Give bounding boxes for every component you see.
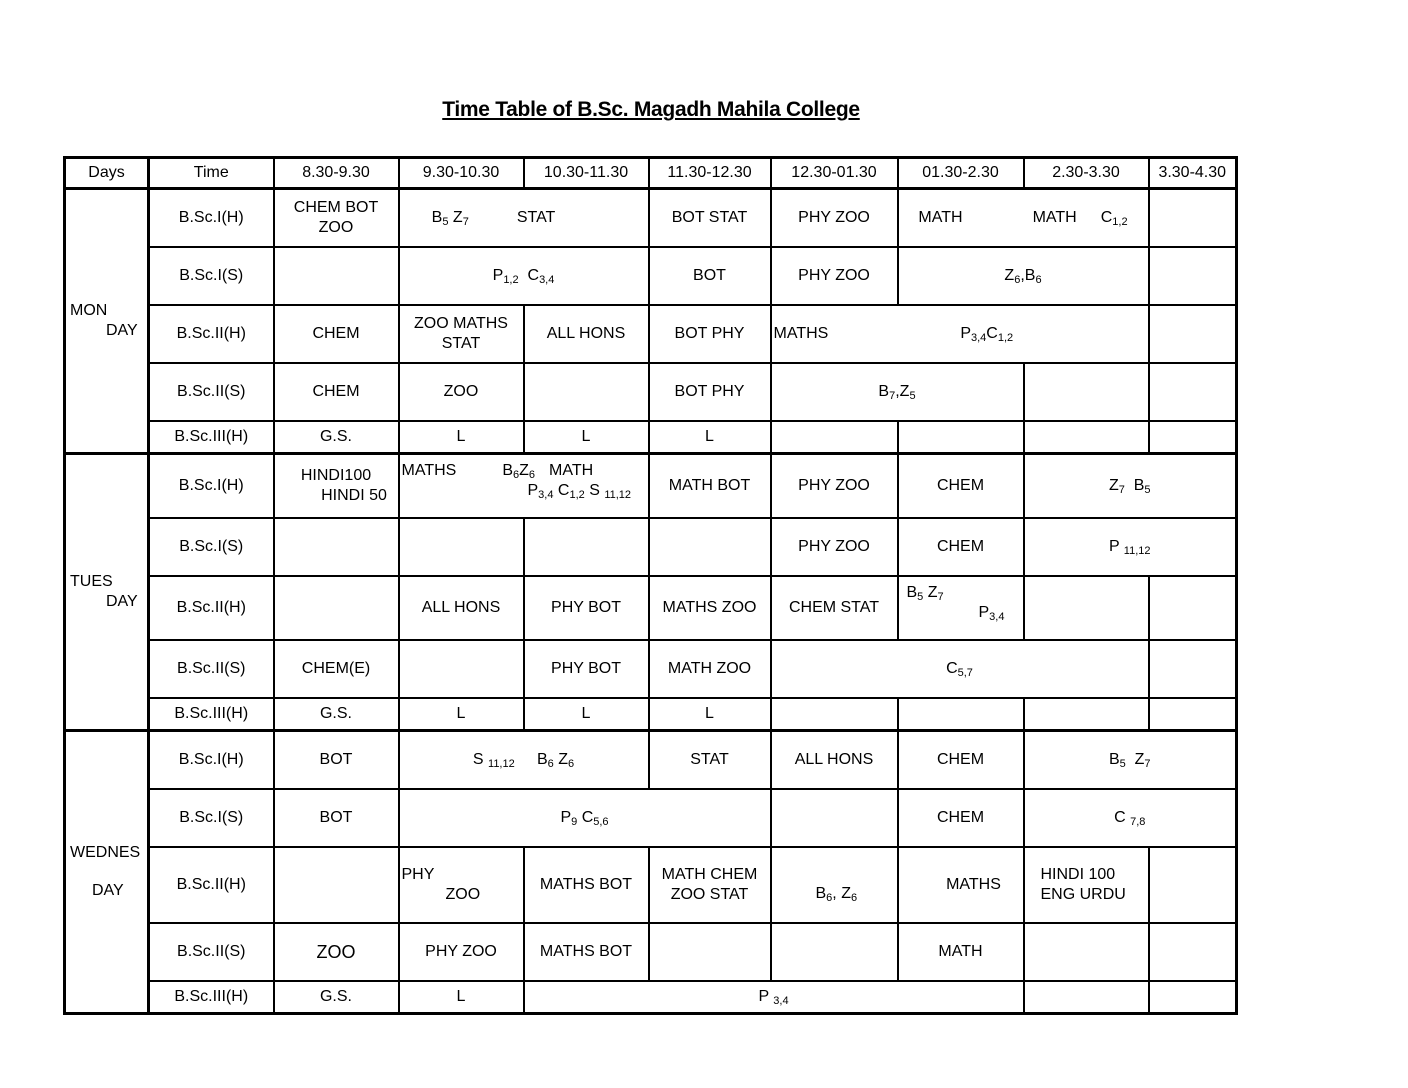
class-label: B.Sc.II(S) [149, 363, 274, 421]
timetable-cell: ALL HONS [771, 731, 898, 790]
class-label: B.Sc.III(H) [149, 981, 274, 1014]
cell-text: S $_{11,12}$ $B_6$ $Z_6$ [472, 751, 575, 770]
timetable-cell [1024, 576, 1149, 640]
timetable-cell: PHY ZOO [771, 518, 898, 576]
timetable-cell [1149, 981, 1237, 1014]
cell-text: ZOO [318, 219, 354, 236]
timetable-cell [1149, 247, 1237, 305]
time-header: Time [149, 158, 274, 189]
timetable-cell [898, 421, 1024, 454]
cell-text: C $_{7,8}$ [1114, 809, 1146, 828]
timetable-cell: L [649, 421, 771, 454]
timetable-cell: MATH BOT [649, 454, 771, 519]
timetable-cell: CHEM [898, 731, 1024, 790]
cell-text: MATHS [401, 462, 457, 479]
cell-text: ZOO [445, 886, 481, 903]
cell-text: $Z_6,B_6$ [1004, 267, 1042, 286]
timetable-cell [771, 789, 898, 847]
timetable-cell: ZOO [274, 923, 399, 981]
class-label: B.Sc.II(S) [149, 923, 274, 981]
timetable-cell [1024, 454, 1237, 519]
timetable-cell: CHEM STAT [771, 576, 898, 640]
timetable-cell: L [524, 421, 649, 454]
timetable-cell: BOT STAT [649, 189, 771, 248]
timetable-cell [1149, 421, 1237, 454]
timetable-cell [1024, 518, 1237, 576]
cell-text: $B_6$, $Z_6$ [815, 885, 858, 904]
timetable-cell: MATHS [898, 847, 1024, 923]
timetable-cell: CHEM [898, 518, 1024, 576]
timetable-cell [1149, 698, 1237, 731]
timetable [63, 156, 1238, 1015]
timetable-cell: MATH ZOO [649, 640, 771, 698]
timetable-cell [771, 847, 898, 923]
timetable-cell [274, 247, 399, 305]
class-label: B.Sc.I(S) [149, 247, 274, 305]
table-row [65, 640, 1237, 698]
timetable-cell [1024, 789, 1237, 847]
timetable-cell [771, 923, 898, 981]
timetable-cell [649, 518, 771, 576]
timetable-cell [274, 576, 399, 640]
timetable-cell [649, 847, 771, 923]
day-line: DAY [92, 882, 124, 899]
table-row [65, 363, 1237, 421]
timetable-cell: ZOO [399, 363, 524, 421]
timetable-cell [1024, 923, 1149, 981]
days-header: Days [65, 158, 149, 189]
cell-text: P $_{11,12}$ [1108, 538, 1151, 557]
day-line: WEDNES [70, 844, 141, 861]
class-label: B.Sc.II(H) [149, 847, 274, 923]
timetable-cell [771, 305, 1149, 363]
cell-text: HINDI 100 [1040, 866, 1116, 883]
timetable-cell [399, 731, 649, 790]
slot-header: 9.30-10.30 [399, 158, 524, 189]
timetable-cell [399, 454, 649, 519]
cell-text: $P_{3,4}C_{1,2}$ [960, 325, 1014, 344]
cell-text: MATH CHEM [661, 866, 758, 883]
timetable-cell: CHEM(E) [274, 640, 399, 698]
timetable-cell: G.S. [274, 421, 399, 454]
cell-text: MATH [1032, 209, 1077, 226]
cell-text: $P_{3,4}$ [978, 604, 1005, 623]
timetable-cell: PHY BOT [524, 576, 649, 640]
timetable-cell [524, 981, 1024, 1014]
class-label: B.Sc.I(S) [149, 789, 274, 847]
class-label: B.Sc.III(H) [149, 698, 274, 731]
cell-text: $Z_7$ $B_5$ [1108, 477, 1151, 496]
timetable-cell [771, 698, 898, 731]
timetable-cell [399, 189, 649, 248]
table-row [65, 454, 1237, 519]
class-label: B.Sc.I(H) [149, 189, 274, 248]
timetable-cell: L [649, 698, 771, 731]
timetable-cell: L [524, 698, 649, 731]
cell-text: ENG URDU [1040, 886, 1126, 903]
timetable-cell: MATHS BOT [524, 847, 649, 923]
table-row [65, 518, 1237, 576]
timetable-cell: MATHS ZOO [649, 576, 771, 640]
slot-header: 8.30-9.30 [274, 158, 399, 189]
cell-text: $C_{1,2}$ [1100, 209, 1128, 228]
timetable-cell [399, 789, 771, 847]
timetable-cell: BOT [274, 789, 399, 847]
timetable-cell [1024, 363, 1149, 421]
table-row [65, 981, 1237, 1014]
day-label-wednesday [65, 731, 149, 1014]
table-row [65, 923, 1237, 981]
cell-text: HINDI100 [300, 467, 372, 484]
timetable-cell: BOT [649, 247, 771, 305]
timetable-cell [274, 189, 399, 248]
cell-text: ZOO MATHS [414, 315, 508, 332]
page-title: Time Table of B.Sc. Magadh Mahila College [442, 98, 860, 121]
timetable-cell [649, 923, 771, 981]
timetable-cell [1024, 847, 1149, 923]
cell-text: STAT [441, 335, 481, 352]
slot-header: 01.30-2.30 [898, 158, 1024, 189]
timetable-cell: BOT PHY [649, 363, 771, 421]
day-line: MON [70, 302, 108, 319]
timetable-cell [898, 698, 1024, 731]
day-label-monday [65, 189, 149, 454]
table-row [65, 789, 1237, 847]
timetable-cell [399, 247, 649, 305]
timetable-cell [274, 454, 399, 519]
table-row [65, 305, 1237, 363]
cell-text: $C_{5,7}$ [946, 660, 973, 679]
timetable-cell [1024, 731, 1237, 790]
timetable-cell [771, 640, 1149, 698]
timetable-cell [399, 518, 524, 576]
timetable-cell: PHY ZOO [771, 189, 898, 248]
slot-header: 11.30-12.30 [649, 158, 771, 189]
timetable-cell: CHEM [898, 789, 1024, 847]
timetable-cell: STAT [649, 731, 771, 790]
timetable-cell: CHEM [898, 454, 1024, 519]
day-line: DAY [106, 322, 138, 339]
timetable-cell [898, 247, 1149, 305]
timetable-cell: BOT [274, 731, 399, 790]
timetable-cell [1149, 305, 1237, 363]
cell-text: PHY [401, 866, 435, 883]
timetable-cell [1149, 189, 1237, 248]
table-row [65, 847, 1237, 923]
timetable-cell [274, 847, 399, 923]
timetable-cell [1149, 576, 1237, 640]
cell-text: MATH [549, 462, 594, 479]
cell-text: $P_{1,2}$ $C_{3,4}$ [492, 267, 555, 286]
timetable-cell [524, 518, 649, 576]
cell-text: HINDI 50 [321, 487, 387, 504]
class-label: B.Sc.III(H) [149, 421, 274, 454]
cell-text: ZOO STAT [670, 886, 749, 903]
timetable-cell [1149, 640, 1237, 698]
cell-text: MATHS [773, 325, 829, 342]
cell-text: MATH [918, 209, 963, 226]
cell-text: $B_6Z_6$ [502, 462, 536, 481]
table-row [65, 576, 1237, 640]
timetable-cell: ALL HONS [524, 305, 649, 363]
timetable-cell [1149, 923, 1237, 981]
timetable-cell [1024, 698, 1149, 731]
timetable-cell: G.S. [274, 981, 399, 1014]
cell-text: $B_5$ $Z_7$ [431, 209, 469, 228]
class-label: B.Sc.II(H) [149, 576, 274, 640]
timetable-cell [771, 363, 1024, 421]
timetable-cell [1149, 847, 1237, 923]
timetable-cell: MATH [898, 923, 1024, 981]
timetable-cell [1024, 421, 1149, 454]
table-row [65, 247, 1237, 305]
cell-text: STAT [516, 209, 556, 226]
timetable-cell [399, 847, 524, 923]
day-label-tuesday [65, 454, 149, 731]
day-line: TUES [70, 573, 113, 590]
timetable-cell: G.S. [274, 698, 399, 731]
timetable-cell [399, 640, 524, 698]
slot-header: 10.30-11.30 [524, 158, 649, 189]
class-label: B.Sc.II(S) [149, 640, 274, 698]
class-label: B.Sc.I(S) [149, 518, 274, 576]
timetable-cell [274, 518, 399, 576]
timetable-cell [1149, 363, 1237, 421]
timetable-cell [898, 576, 1024, 640]
cell-text: P $_{3,4}$ [758, 988, 789, 1007]
timetable-cell [524, 363, 649, 421]
timetable-cell: BOT PHY [649, 305, 771, 363]
cell-text: $B_5$ $Z_7$ [906, 584, 944, 603]
cell-text: $P_{3,4}$ $C_{1,2}$ S $_{11,12}$ [527, 482, 632, 501]
cell-text: CHEM BOT [293, 199, 379, 216]
cell-text: $B_7,Z_5$ [878, 383, 916, 402]
class-label: B.Sc.I(H) [149, 454, 274, 519]
timetable-cell [898, 189, 1149, 248]
slot-header: 3.30-4.30 [1149, 158, 1237, 189]
timetable-cell: PHY ZOO [771, 247, 898, 305]
timetable-cell: CHEM [274, 305, 399, 363]
slot-header: 2.30-3.30 [1024, 158, 1149, 189]
timetable-cell: MATHS BOT [524, 923, 649, 981]
class-label: B.Sc.I(H) [149, 731, 274, 790]
cell-text: $P_9$ $C_{5,6}$ [560, 809, 609, 828]
header-row [65, 158, 1237, 189]
table-row [65, 189, 1237, 248]
day-line: DAY [106, 593, 138, 610]
slot-header: 12.30-01.30 [771, 158, 898, 189]
timetable-cell: PHY BOT [524, 640, 649, 698]
timetable-cell: CHEM [274, 363, 399, 421]
timetable-cell: ALL HONS [399, 576, 524, 640]
timetable-cell: L [399, 981, 524, 1014]
timetable-cell [399, 305, 524, 363]
timetable-cell: PHY ZOO [399, 923, 524, 981]
table-row [65, 698, 1237, 731]
timetable-cell: L [399, 421, 524, 454]
timetable-cell [771, 421, 898, 454]
timetable-cell [1024, 981, 1149, 1014]
cell-text: $B_5$ $Z_7$ [1108, 751, 1151, 770]
timetable-cell: L [399, 698, 524, 731]
table-row [65, 731, 1237, 790]
class-label: B.Sc.II(H) [149, 305, 274, 363]
timetable-cell: PHY ZOO [771, 454, 898, 519]
table-row [65, 421, 1237, 454]
